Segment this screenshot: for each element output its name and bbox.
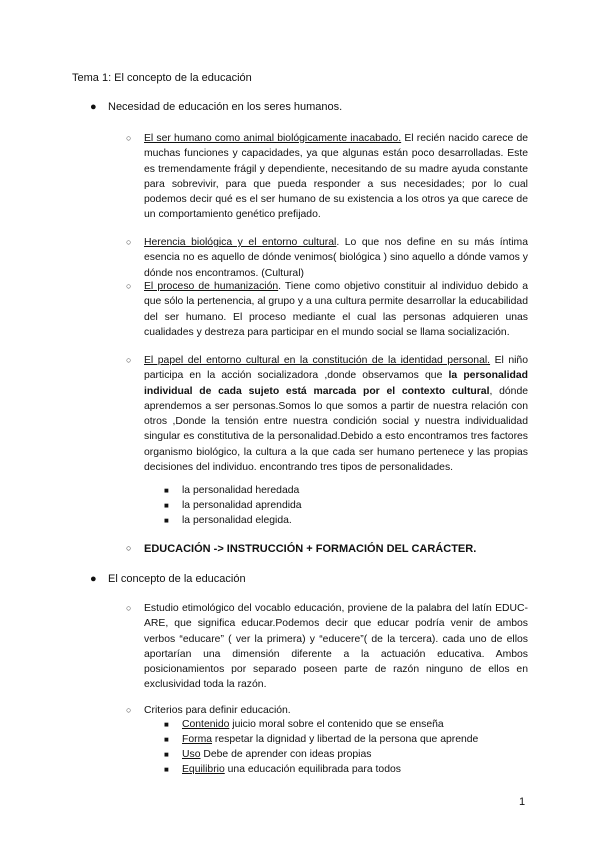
list-item: ○ Herencia biológica y el entorno cultural. Lo que nos define en su más íntima esencia no es aquello de dónde venimos( biológica ) sino aquello a dónde vamos y dónde nos encontramos. (Cultural) [126,237,528,279]
page-title: Tema 1: El concepto de la educación [72,72,252,84]
list-item: ○ El ser humano como animal biológicamente inacabado. El recién nacido carece de muchas funciones y capacidades, ya que algunas están poco desarrolladas. Este es tremendamente frágil y dependiente, necesitando de su madre ayuda constante para sobrevivir, para que pueda responder a sus necesidades; por lo cual podemos decir qué es el ser humano de su existencia a los otros ya que carece de un comportamiento genético prefijado. [126,133,529,221]
bullet-circle-icon: ○ [126,543,132,553]
bullet-square-icon: ■ [164,765,169,774]
page-number: 1 [519,796,526,808]
bullet-circle-icon: ○ [126,237,132,247]
bullet-dot-icon: ● [90,101,97,113]
bullet-circle-icon: ○ [126,603,132,613]
list-item: ○ El papel del entorno cultural en la constitución de la identidad personal. El niño participa en la acción socializadora ,donde observamos que la personalidad individual de cada sujeto está marcada por el contexto cultural, dónde aprendemos a ser personas.Somos lo que somos a partir de nuestra relación con otros ,Donde la tensión entre nuestra condición social y nuestra individualidad singular es constitutiva de la personalidad.Debido a esto encontramos tres factores organismo biológico, la cultura a la que cada ser humano pertenece y las propias decisiones del individuo. encontrando tres tipos de personalidades. [126,355,529,474]
bullet-dot-icon: ● [90,573,97,585]
bullet-circle-icon: ○ [126,705,132,715]
list-item: ○ Criterios para definir educación. [126,703,528,718]
bullet-square-icon: ■ [164,501,169,510]
bullet-circle-icon: ○ [126,133,132,143]
bullet-circle-icon: ○ [126,281,132,291]
bullet-square-icon: ■ [164,486,169,495]
bullet-square-icon: ■ [164,516,169,525]
bullet-square-icon: ■ [164,735,169,744]
list-item: ○ El proceso de humanización. Tiene como objetivo constituir al individuo debido a que sólo la pertenencia, al grupo y a una cultura permite desarrollar la educabilidad del ser humano. El proceso mediante el cual las personas adquieren unas cualidades y destreza para participar en el mundo social se llama socialización. [126,281,528,338]
list-item: ○ Estudio etimológico del vocablo educación, proviene de la palabra del latín EDUC-ARE, que significa educar.Podemos decir que educar podría venir de ambos verbos “educare” ( ver la primera) y “educere”( de la tercera). cada uno de ellos aportarían una dimensión diferente a la actuación educativa. Ambos posicionamientos por separado poseen parte de razón ninguno de ellos en exclusividad toda la razón. [126,603,528,691]
bullet-circle-icon: ○ [126,355,132,365]
bullet-square-icon: ■ [164,750,169,759]
document-page: Tema 1: El concepto de la educación ● Necesidad de educación en los seres humanos. ○ El ser humano como animal biológicamente inacabado. El recién nacido carece de muchas funciones y capacidades, ya que algunas están poco desarrolladas. Este es tremendamente frágil y dependiente, necesitando de su madre ayuda constante para sobrevivir, para que pueda responder a sus necesidades; por lo cual podemos decir qué es el ser humano de su existencia a los otros ya que carece de un comportamiento genético prefijado. ○ Herencia biológica y el entorno cultural. Lo que nos define en su más íntima esencia no es aquello de dónde venimos( biológica ) sino aquello a dónde vamos y dónde nos encontramos. (Cultural) ○ El proceso de humanización. Tiene como objetivo constituir al individuo debido a que sólo la pertenencia, al grupo y a una cultura permite desarrollar la educabilidad del ser humano. El proceso mediante el cual las personas adquieren unas cualidades y destreza para participar en el mundo social se llama socialización. ○ El papel del entorno cultural en la constitución de la identidad personal. El niño participa en la acción socializadora ,donde observamos que la personalidad individual de cada sujeto está marcada por el contexto cultural, dónde aprendemos a ser personas.Somos lo que somos a partir de nuestra relación con otros ,Donde la tensión entre nuestra condición social y nuestra individualidad singular es constitutiva de la personalidad.Debido a esto encontramos tres factores organismo biológico, la cultura a la que cada ser humano pertenece y las propias decisiones del individuo. encontrando tres tipos de personalidades. ■ la personalidad heredada ■ la personalidad aprendida ■ la personalidad elegida. ○ EDUCACIÓN -> INSTRUCCIÓN + FORMACIÓN DEL CARÁCTER. ● El concepto de la educación ○ Estudio etimológico del vocablo educación, proviene de la palabra del latín EDUC-ARE, que significa educar.Podemos decir que educar podría venir de ambos verbos “educare” ( ver la primera) y “educere”( de la tercera). cada uno de ellos aportarían una dimensión diferente a la actuación educativa. Ambos posicionamientos por separado poseen parte de razón ninguno de ellos en exclusividad toda la razón. ○ Criterios para definir educación. ■ Contenido juicio moral sobre el contenido que se enseña ■ Forma respetar la dignidad y libertad de la persona que aprende ■ Uso Debe de aprender con ideas propias ■ Equilibrio una educación equilibrada para todos 1 [72,72,529,808]
bullet-square-icon: ■ [164,720,169,729]
